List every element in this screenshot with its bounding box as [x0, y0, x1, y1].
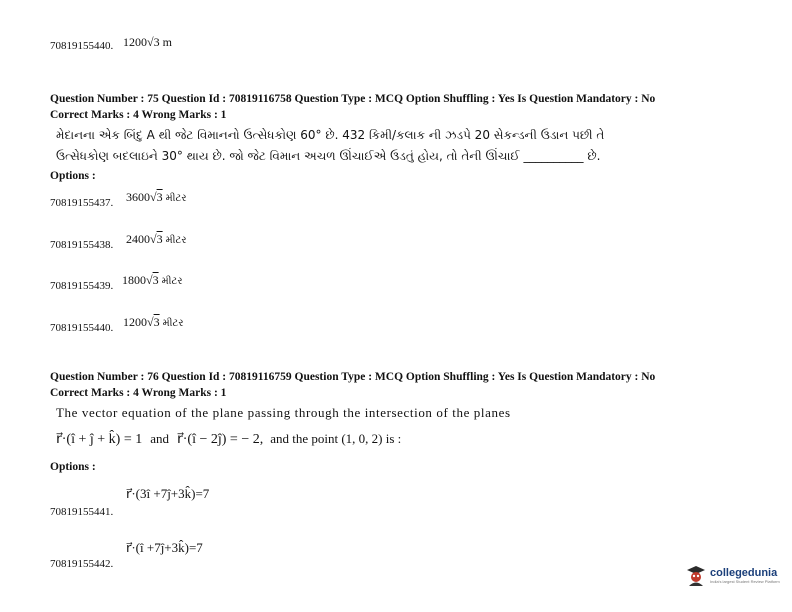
point-text: and the point (1, 0, 2) is : [270, 431, 402, 446]
equation-line [56, 430, 401, 448]
option-value: 2400√3 મીટર [126, 232, 187, 246]
option-row [50, 538, 350, 574]
option-id: 70819155439. [50, 280, 114, 292]
option-id: 70819155441. [50, 506, 114, 518]
logo-tagline: India's largest Student Review Platform [710, 579, 780, 584]
options-label: Options : [50, 461, 96, 473]
question-marks: Correct Marks : 4 Wrong Marks : 1 [50, 387, 227, 399]
option-id: 70819155440. [50, 40, 114, 52]
question-header: Question Number : 75 Question Id : 70819116758 Question Type : MCQ Option Shuffling : Yes Is Question Mandatory : No [50, 93, 656, 105]
question-text-line1: મેદાનના એક બિંદુ A થી જેટ વિમાનનો ઉત્સેધકોણ 60° છે. 432 કિમી/કલાક ની ઝડપે 20 સેકન્ડની ઉડાન પછી તે [56, 128, 605, 142]
option-value: 1200√3 મીટર [123, 315, 184, 329]
question-text-line1: The vector equation of the plane passing through the intersection of the planes [56, 405, 511, 420]
question-marks: Correct Marks : 4 Wrong Marks : 1 [50, 109, 227, 121]
option-row [50, 482, 350, 518]
option-row [50, 230, 350, 254]
option-value: r⃗·(3î +7ĵ+3k̂)=7 [126, 486, 210, 501]
option-id: 70819155442. [50, 558, 114, 570]
option-value: r⃗·(î +7ĵ+3k̂)=7 [126, 540, 203, 555]
logo-name: collegedunia [710, 567, 778, 579]
option-value: 3600√3 મીટર [126, 190, 187, 204]
question-text-line2: ઉત્સેધકોણ બદલાઇને 30° થાય છે. જો જેટ વિમાન અચળ ઊંચાઈએ ઉડતું હોય, તો તેની ઊંચાઈ __________ છે. [56, 149, 601, 163]
option-id: 70819155440. [50, 322, 114, 334]
option-row [50, 271, 350, 295]
option-id: 70819155437. [50, 197, 114, 209]
question-header: Question Number : 76 Question Id : 70819116759 Question Type : MCQ Option Shuffling : Yes Is Question Mandatory : No [50, 371, 656, 383]
option-row [50, 313, 350, 337]
graduate-icon [686, 565, 706, 587]
plane-equation-2: r⃗·(î − 2ĵ) = − 2, [177, 432, 264, 447]
option-id: 70819155438. [50, 239, 114, 251]
options-label: Options : [50, 170, 96, 182]
collegedunia-logo [686, 565, 780, 587]
option-row [50, 188, 350, 212]
option-value: 1200√3 m [123, 35, 172, 49]
option-value: 1800√3 મીટર [122, 273, 183, 287]
plane-equation-1: r⃗·(î + ĵ + k̂) = 1 [56, 432, 143, 447]
and-word: and [150, 431, 169, 446]
